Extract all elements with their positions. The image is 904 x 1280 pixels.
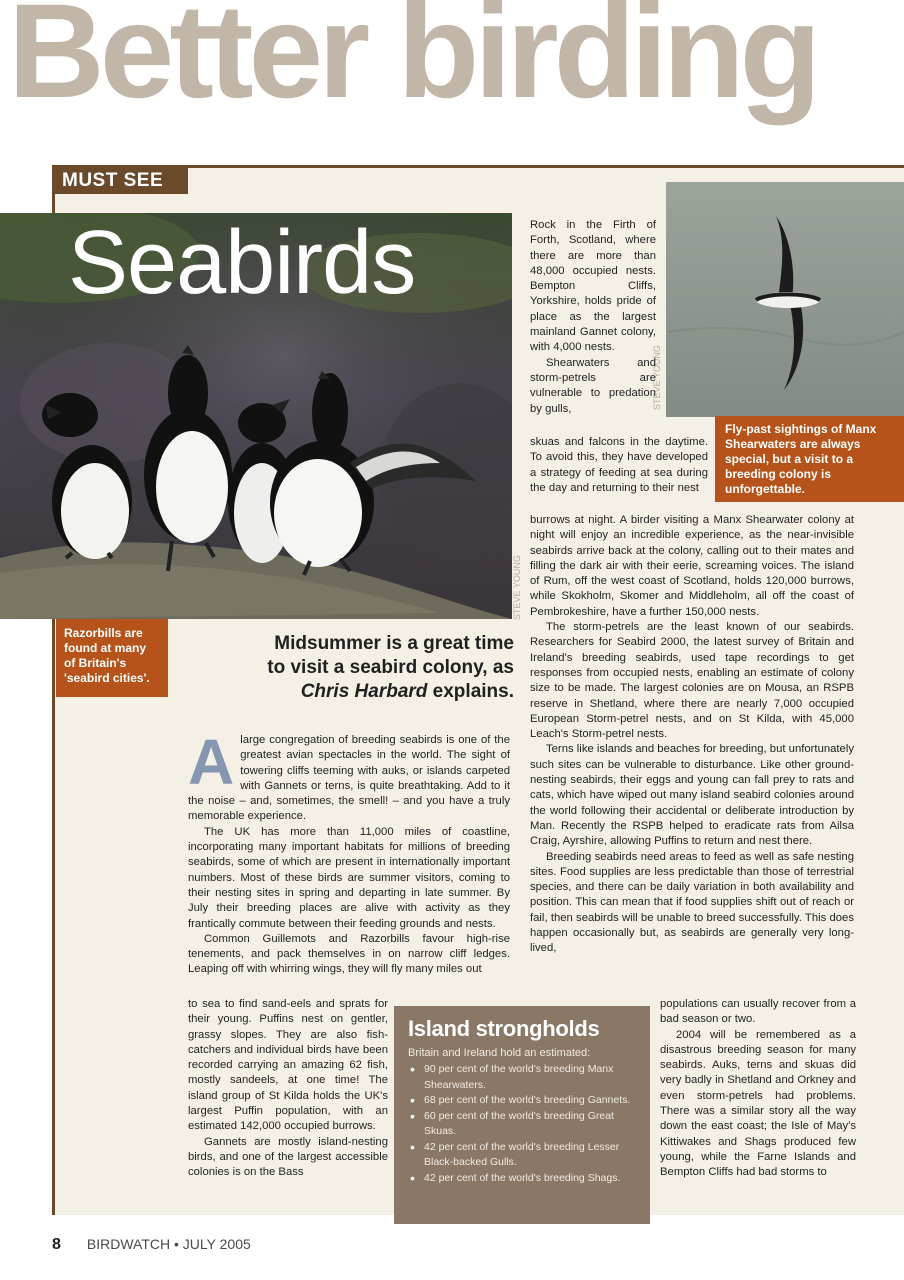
box-item: • 42 per cent of the world's breeding Lesser Black-backed Gulls.	[408, 1140, 636, 1171]
box-list	[408, 1062, 636, 1186]
article-title: Seabirds	[68, 213, 416, 313]
box-subtitle: Britain and Ireland hold an estimated:	[408, 1047, 591, 1059]
body-column-1b: to sea to find sand-eels and sprats for their young. Puffins nest on gentler, grassy slopes. They are also fish-catchers and individual birds have been recorded carrying an amazing 62 fish, mostly sandeels, at one time! The island group of St Kilda holds the UK's largest Puffin population, with an estimated 142,000 occupied burrows. Gannets are mostly island-nesting birds, and one of the largest accessible colonies is on the Bass	[188, 998, 388, 1179]
masthead: Better birding	[8, 0, 817, 126]
photo-credit-main: STEVE YOUNG	[512, 555, 522, 620]
body-column-1a: Alarge congregation of breeding seabirds is one of the greatest avian spectacles in the world. The sight of towering cliffs teeming with auks, or islands carpeted with Gannets or terns, is quite breathtaking. Add to it the noise – and, sometimes, the smell! – and you have a truly memorable experience. The UK has more than 11,000 miles of coastline, incorporating many important habitats for millions of breeding seabirds, some of which are present in internationally important numbers. Most of these birds are summer visitors, coming to their nesting sites in spring and departing in late summer. By July their breeding places are alive with activity as they frantically commute between their feeding grounds and nests. Common Guillemots and Razorbills favour high-rise tenements, and pack themselves in on narrow cliff ledges. Leaping off with whirring wings, they will fly many miles out	[188, 726, 510, 976]
folio	[52, 1236, 251, 1254]
body-column-2d: populations can usually recover from a bad season or two. 2004 will be remembered as a disastrous breeding season for many seabirds. Auks, terns and skuas did very badly in Shetland and Orkney and even storm-petrels had problems. There was a similar story all the way down the east coast; the Isle of May's Kittiwakes and Shags produced few young, while the Farne Islands and Bempton Cliffs had bad storms to	[660, 998, 856, 1179]
standfirst: Midsummer is a great time to visit a seabird colony, as Chris Harbard explains.	[267, 633, 514, 702]
body-column-2a: Rock in the Firth of Forth, Scotland, where there are more than 48,000 occupied nests. Bempton Cliffs, Yorkshire, holds pride of place as the largest mainland Gannet colony, with 4,000 nests. Shearwaters and storm-petrels are vulnerable to predation by gulls,	[530, 219, 656, 415]
photo-credit-side: STEVE YOUNG	[652, 345, 662, 410]
box-item: • 60 per cent of the world's breeding Great Skuas.	[408, 1109, 636, 1140]
magazine-issue: BIRDWATCH • JULY 2005	[86, 1236, 251, 1252]
island-strongholds-box	[394, 1006, 650, 1224]
caption-shearwater: Fly-past sightings of Manx Shearwaters are always special, but a visit to a breeding colony is unforgettable.	[715, 416, 904, 502]
section-tag: MUST SEE	[52, 168, 188, 194]
drop-cap: A	[188, 726, 235, 798]
body-column-2c: burrows at night. A birder visiting a Manx Shearwater colony at night will enjoy an incredible experience, as the near-invisible seabirds arrive back at the colony, calling out to their mates and filling the dark air with their eerie, screaming voices. The island of Rum, off the west coast of Scotland, holds 120,000 burrows, while Skokholm, Skomer and Middleholm, all off the coast of Pembrokeshire, have a further 150,000 nests. The storm-petrels are the least known of our seabirds. Researchers for Seabird 2000, the latest survey of Britain and Ireland's breeding seabirds, used tape recordings to get responses from occupied nests, enabling an estimate of colony size to be made. The largest colonies are on Mousa, an RSPB reserve in Shetland, where there are nearly 7,000 occupied European Storm-petrel nests, and on St Kilda, with 45,000 Leach's Storm-petrel nests. Terns like islands and beaches for breeding, but unfortunately such sites can be vulnerable to disturbance. Like other ground-nesting seabirds, their eggs and young can fall prey to rats and cats, which have wiped out many island seabird colonies around the world following their accidental or deliberate introduction by Man. Recently the RSPB helped to eradicate rats from Ailsa Craig, Ayrshire, allowing Puffins to return and nest there. Breeding seabirds need areas to feed as well as safe nesting sites. Food supplies are less predictable than those of terrestrial species, and there can be daily variation in both availability and position. This can mean that if food supplies shift out of reach or fail, then seabirds will be unable to breed successfully. This does happen occasionally but, as seabirds are generally very long-lived,	[530, 514, 854, 955]
caption-razorbills: Razorbills are found at many of Britain's 'seabird cities'.	[56, 619, 168, 697]
box-item: • 90 per cent of the world's breeding Manx Shearwaters.	[408, 1062, 636, 1093]
shearwater-photo	[666, 182, 904, 417]
box-title: Island strongholds	[408, 1016, 600, 1041]
box-item: • 68 per cent of the world's breeding Gannets.	[408, 1093, 636, 1109]
box-item: • 42 per cent of the world's breeding Shags.	[408, 1171, 636, 1187]
page-number: 8	[52, 1236, 61, 1253]
body-column-2b: skuas and falcons in the daytime. To avoid this, they have developed a strategy of feeding at sea during the day and returning to their nest	[530, 436, 708, 494]
